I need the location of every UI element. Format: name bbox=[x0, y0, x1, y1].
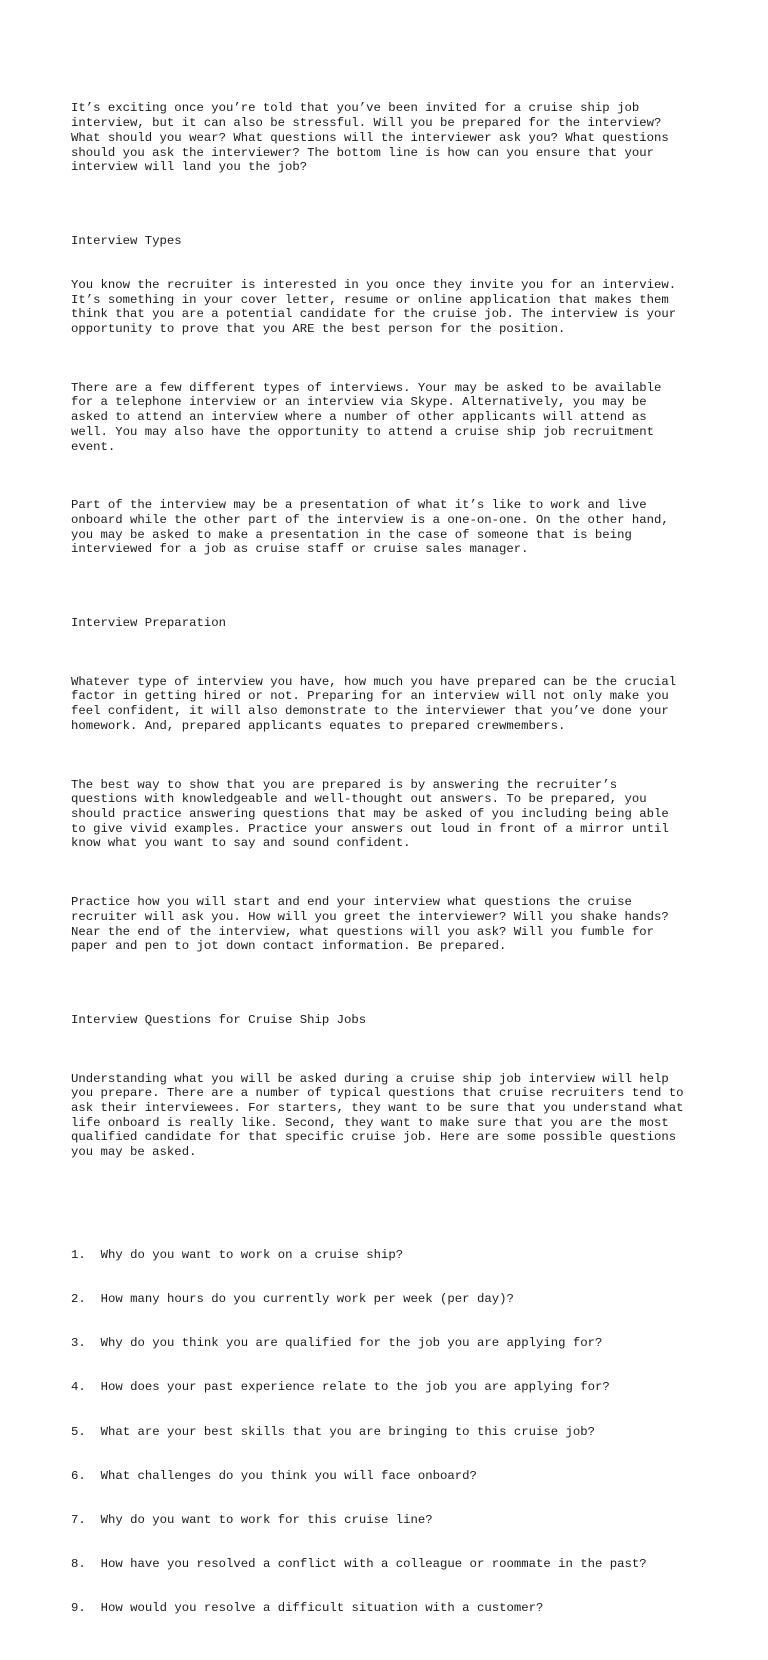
interview-questions-paragraph-1: Understanding what you will be asked during a cruise ship job interview will help you prepare. There are a number of typical questions that cruise recruiters tend to ask their interviewees. For starters, they want to be sure that you understand what life onboard is really like. Second, they want to make sure that you are the most qualified candidate for that specific cruise job. Here are some possible questions you may be asked. bbox=[71, 1071, 684, 1160]
list-item-text: How does your past experience relate to the job you are applying for? bbox=[100, 1380, 610, 1395]
list-item bbox=[71, 1469, 711, 1484]
interview-types-paragraph-1: You know the recruiter is interested in you once they invite you for an interview. It’s something in your cover letter, resume or online application that makes them think that you are a potential candidate for the cruise job. The interview is your opportunity to prove that you ARE the best person for the position. bbox=[71, 277, 677, 336]
list-item-text: Why do you want to work on a cruise ship? bbox=[100, 1248, 404, 1263]
intro-paragraph: It’s exciting once you’re told that you’ve been invited for a cruise ship job interview, but it can also be stressful. Will you be prepared for the interview? What should you wear? What questions will the interviewer ask you? What questions should you ask the interviewer? The bottom line is how can you ensure that your interview will land you the job? bbox=[71, 101, 669, 175]
list-item-number: 8. bbox=[71, 1556, 86, 1571]
list-item-text: How have you resolved a conflict with a colleague or roommate in the past? bbox=[100, 1556, 647, 1571]
list-item bbox=[71, 1292, 711, 1307]
interview-preparation-paragraph-3: Practice how you will start and end your interview what questions the cruise recruiter will ask you. How will you greet the interviewer? Will you shake hands? Near the end of the interview, what questions will you ask? Will you fumble for paper and pen to jot down contact information. Be prepared. bbox=[71, 895, 669, 954]
list-item bbox=[71, 1380, 711, 1395]
list-item-number: 6. bbox=[71, 1468, 86, 1483]
list-item-text: How many hours do you currently work per week (per day)? bbox=[100, 1292, 514, 1307]
interview-types-paragraph-3: Part of the interview may be a presentation of what it’s like to work and live onboard while the other part of the interview is a one-on-one. On the other hand, you may be asked to make a presentation in the case of someone that is being interviewed for a job as cruise staff or cruise sales manager. bbox=[71, 498, 669, 557]
list-item-number: 5. bbox=[71, 1424, 86, 1439]
list-item-number: 3. bbox=[71, 1336, 86, 1351]
section-heading-interview-questions: Interview Questions for Cruise Ship Jobs bbox=[71, 1012, 367, 1027]
section-heading-interview-preparation: Interview Preparation bbox=[71, 615, 226, 630]
interview-types-paragraph-2: There are a few different types of interviews. Your may be asked to be available for a telephone interview or an interview via Skype. Alternatively, you may be asked to attend an interview where a number of other applicants will attend as well. You may also have the opportunity to attend a cruise ship job recruitment event. bbox=[71, 380, 662, 454]
questions-list bbox=[71, 1219, 711, 1645]
list-item bbox=[71, 1336, 711, 1351]
list-item-number: 4. bbox=[71, 1380, 86, 1395]
list-item-text: Why do you want to work for this cruise line? bbox=[100, 1512, 433, 1527]
list-item-number: 9. bbox=[71, 1600, 86, 1615]
interview-preparation-paragraph-1: Whatever type of interview you have, how much you have prepared can be the crucial factor in getting hired or not. Preparing for an interview will not only make you feel confident, it will also demonstrate to the interviewer that you’ve done your homework. And, prepared applicants equates to prepared crewmembers. bbox=[71, 674, 677, 733]
document-page bbox=[71, 72, 711, 1660]
list-item bbox=[71, 1425, 711, 1440]
list-item bbox=[71, 1513, 711, 1528]
list-item bbox=[71, 1248, 711, 1263]
list-item-number: 1. bbox=[71, 1248, 86, 1263]
list-item-number: 7. bbox=[71, 1512, 86, 1527]
list-item-text: Why do you think you are qualified for the job you are applying for? bbox=[100, 1336, 603, 1351]
list-item-text: What challenges do you think you will face onboard? bbox=[100, 1468, 477, 1483]
list-item bbox=[71, 1601, 711, 1616]
section-heading-interview-types: Interview Types bbox=[71, 233, 182, 248]
list-item-text: How would you resolve a difficult situation with a customer? bbox=[100, 1600, 544, 1615]
list-item-text: What are your best skills that you are bringing to this cruise job? bbox=[100, 1424, 596, 1439]
list-item-number: 2. bbox=[71, 1292, 86, 1307]
interview-preparation-paragraph-2: The best way to show that you are prepared is by answering the recruiter’s questions with knowledgeable and well-thought out answers. To be prepared, you should practice answering questions that may be asked of you including being able to give vivid examples. Practice your answers out loud in front of a mirror until know what you want to say and sound confident. bbox=[71, 777, 669, 851]
list-item bbox=[71, 1557, 711, 1572]
